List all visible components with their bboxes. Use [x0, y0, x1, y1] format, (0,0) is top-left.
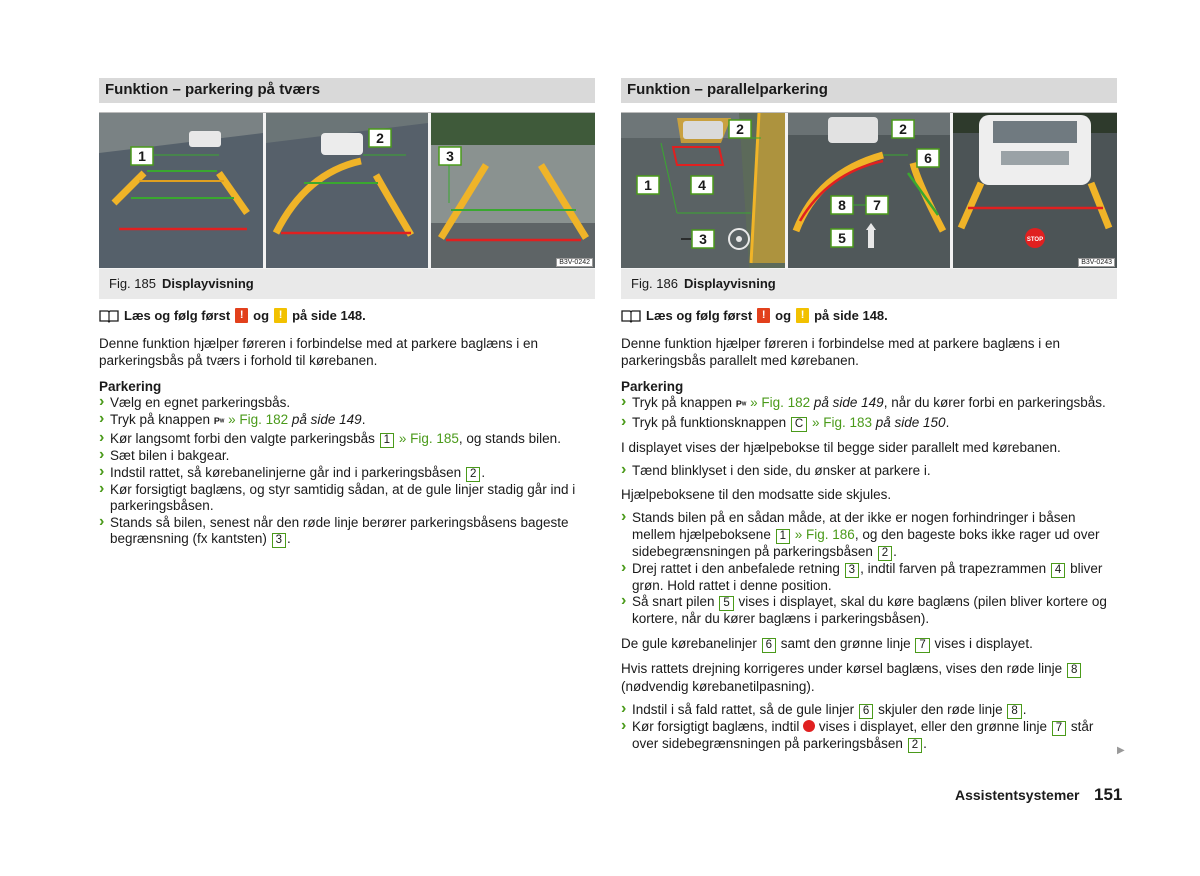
caption-number: Fig. 186 — [631, 276, 678, 291]
callout-ref: 2 — [466, 467, 480, 482]
figure-186 — [621, 112, 1117, 269]
page-number: 151 — [1094, 785, 1123, 804]
camera-view-1 — [621, 113, 785, 268]
book-icon — [99, 309, 119, 323]
book-icon — [621, 309, 641, 323]
list-item: › Drej rattet i den anbefalede retning 3 , indtil farven på trapezrammen 4 bliver grøn. Hold rattet i denne position. — [621, 561, 1117, 595]
paragraph: Hvis rattets drejning korrigeres under kørsel baglæns, vises den røde linje 8 (nødvendig kørebanetilpasning). — [621, 660, 1117, 695]
callout-ref: 1 — [380, 433, 394, 448]
svg-text:STOP: STOP — [1026, 237, 1044, 243]
steps-list-1 — [621, 395, 1117, 432]
parking-button-icon: Pᵂ — [213, 415, 225, 426]
callout-2: 2 — [376, 130, 384, 146]
read-first-note: Læs og følg først ! og ! på side 148. — [621, 308, 1117, 323]
caption-label: Displayvisning — [161, 276, 254, 291]
camera-view-2 — [788, 113, 950, 268]
steps-list-3 — [621, 510, 1117, 628]
stop-icon — [803, 720, 815, 732]
steps-list — [99, 395, 595, 548]
list-item: › Tryk på knappen Pᵂ » Fig. 182 på side 149, når du kører forbi en parkeringsbås. — [621, 395, 1117, 415]
figure-185 — [99, 112, 595, 269]
figure-link[interactable]: » Fig. 186 — [794, 526, 855, 542]
read-first-note: Læs og følg først ! og ! på side 148. — [99, 308, 595, 323]
car-shape — [828, 117, 878, 143]
warning-icon: ! — [235, 308, 248, 323]
parking-button-icon: Pᵂ — [735, 399, 747, 409]
section-title: Funktion – parkering på tværs — [99, 78, 595, 103]
caution-icon: ! — [796, 308, 809, 323]
list-item: › Sæt bilen i bakgear. — [99, 448, 595, 465]
intro-paragraph: Denne funktion hjælper føreren i forbindelse med at parkere baglæns i en parkeringsbås på tværs i forhold til kørebanen. — [99, 336, 538, 368]
car-shape — [683, 121, 723, 139]
list-item: › Kør forsigtigt baglæns, indtil vises i displayet, eller den grønne linje 7 står over sidebegrænsningen på parkeringsbåsen 2 . — [621, 719, 1117, 753]
list-item: › Tænd blinklyset i den side, du ønsker at parkere i. — [621, 463, 1117, 480]
steps-list-2 — [621, 463, 1117, 480]
svg-text:2: 2 — [736, 121, 744, 137]
warning-icon: ! — [757, 308, 770, 323]
list-item: › Vælg en egnet parkeringsbås. — [99, 395, 595, 412]
list-item: › Tryk på knappen Pᵂ » Fig. 182 på side 149. — [99, 412, 595, 432]
footer-section: Assistentsystemer — [955, 787, 1080, 803]
callout-3: 3 — [446, 148, 454, 164]
camera-view-3 — [431, 113, 595, 268]
button-ref: C — [791, 417, 807, 432]
caption-number: Fig. 185 — [109, 276, 156, 291]
steps-list-4 — [621, 702, 1117, 753]
left-column — [99, 78, 595, 548]
caution-icon: ! — [274, 308, 287, 323]
list-item: › Indstil rattet, så kørebanelinjerne går ind i parkeringsbåsen 2 . — [99, 465, 595, 482]
list-item: › Så snart pilen 5 vises i displayet, skal du køre baglæns (pilen bliver kortere og kortere, når du kører baglæns i parkeringsbåsen). — [621, 594, 1117, 628]
list-item: › Kør forsigtigt baglæns, og styr samtidig sådan, at de gule linjer stadig går ind i parkeringsbåsen. — [99, 482, 595, 515]
paragraph: Hjælpeboksene til den modsatte side skjules. — [621, 487, 892, 502]
paragraph: I displayet vises der hjælpebokse til begge sider parallelt med kørebanen. — [621, 439, 1061, 455]
camera-view-3 — [953, 113, 1117, 268]
svg-text:2: 2 — [899, 121, 907, 137]
svg-text:6: 6 — [924, 150, 932, 166]
camera-view-1 — [99, 113, 263, 268]
list-item: › Kør langsomt forbi den valgte parkeringsbås 1 » Fig. 185, og stands bilen. — [99, 431, 595, 448]
section-title: Funktion – parallelparkering — [621, 78, 1117, 103]
list-item: › Tryk på funktionsknappen C » Fig. 183 på side 150. — [621, 415, 1117, 432]
svg-text:5: 5 — [838, 230, 846, 246]
figure-code: B3V-0243 — [1078, 258, 1115, 267]
figure-caption — [621, 269, 1117, 299]
list-item: › Indstil i så fald rattet, så de gule linjer 6 skjuler den røde linje 8 . — [621, 702, 1117, 719]
figure-link[interactable]: » Fig. 183 — [811, 414, 872, 430]
camera-view-2 — [266, 113, 428, 268]
figure-caption — [99, 269, 595, 299]
caption-label: Displayvisning — [683, 276, 776, 291]
list-item: › Stands bilen på en sådan måde, at der ikke er nogen forhindringer i båsen mellem hjælpeboksene 1 » Fig. 186, og den bageste boks ikke rager ud over sidebegrænsningen på parkeringsbåsen 2 . — [621, 510, 1117, 561]
car-shape — [189, 131, 221, 147]
svg-text:3: 3 — [699, 231, 707, 247]
sub-heading: Parkering — [621, 379, 684, 394]
svg-text:4: 4 — [698, 177, 706, 193]
continue-arrow-icon: ▶ — [1117, 745, 1125, 756]
callout-1: 1 — [138, 148, 146, 164]
sub-heading: Parkering — [99, 379, 162, 394]
intro-paragraph: Denne funktion hjælper føreren i forbindelse med at parkere baglæns i en parkeringsbås parallelt med kørebanen. — [621, 336, 1060, 368]
figure-link[interactable]: » Fig. 185 — [398, 431, 459, 446]
car-shape — [321, 133, 363, 155]
list-item: › Stands så bilen, senest når den røde linje berører parkeringsbåsens bageste begrænsning (fx kantsten) 3 . — [99, 515, 595, 549]
figure-code: B3V-0242 — [556, 258, 593, 267]
figure-link[interactable]: » Fig. 182 — [228, 411, 289, 427]
right-column — [621, 78, 1117, 753]
svg-text:1: 1 — [644, 177, 652, 193]
paragraph: De gule kørebanelinjer 6 samt den grønne linje 7 vises i displayet. — [621, 635, 1033, 651]
figure-link[interactable]: » Fig. 182 — [750, 395, 811, 410]
svg-text:8: 8 — [838, 197, 846, 213]
svg-text:7: 7 — [873, 197, 881, 213]
callout-ref: 3 — [272, 533, 286, 548]
